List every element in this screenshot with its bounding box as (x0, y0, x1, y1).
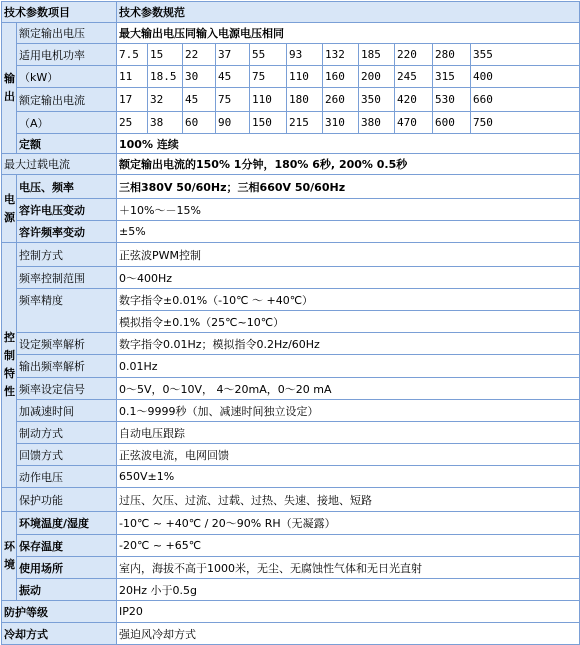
brake-label: 制动方式 (17, 422, 117, 444)
current-cell: 660 (471, 88, 580, 112)
accuracy-row-1 (2, 289, 580, 311)
current-cell: 180 (287, 88, 323, 112)
motor-power-row-1 (2, 44, 580, 66)
freq-var-value: ±5% (117, 221, 580, 243)
signal-label: 频率设定信号 (17, 378, 117, 400)
feedback-value: 正弦波电流，电网回馈 (117, 444, 580, 466)
rated-output-voltage-value: 最大输出电压同输入电源电压相同 (117, 23, 580, 44)
accel-value: 0.1～9999秒（加、减速时间独立设定） (117, 400, 580, 422)
power-cell: 160 (323, 66, 359, 88)
power-cell: 315 (433, 66, 471, 88)
power-cell: 22 (183, 44, 216, 66)
accel-label: 加减速时间 (17, 400, 117, 422)
power-cell: 355 (471, 44, 580, 66)
overload-row (2, 154, 580, 175)
voltage-freq-value: 三相380V 50/60Hz；三相660V 50/60Hz (117, 175, 580, 199)
current-cell: 215 (287, 112, 323, 134)
voltage-var-row (2, 199, 580, 221)
power-cell: 280 (433, 44, 471, 66)
rating-value: 100% 连续 (117, 134, 580, 154)
current-cell: 530 (433, 88, 471, 112)
motor-power-row-2 (2, 66, 580, 88)
out-res-row (2, 355, 580, 378)
storage-label: 保存温度 (17, 535, 117, 557)
control-mode-label: 控制方式 (17, 243, 117, 267)
vibration-label: 振动 (17, 579, 117, 601)
temp-hum-label: 环境温度/湿度 (17, 512, 117, 535)
set-res-row (2, 333, 580, 355)
location-label: 使用场所 (17, 557, 117, 579)
spec-table (1, 1, 580, 645)
header-item: 技术参数项目 (2, 2, 117, 23)
motor-power-label: 适用电机功率 (17, 44, 117, 66)
current-cell: 150 (250, 112, 287, 134)
current-cell: 90 (216, 112, 250, 134)
ip-rating-value: IP20 (117, 601, 580, 623)
rated-current-row-2 (2, 112, 580, 134)
freq-var-label: 容许频率变动 (17, 221, 117, 243)
action-voltage-label: 动作电压 (17, 466, 117, 488)
protection-row (2, 488, 580, 512)
power-cell: 30 (183, 66, 216, 88)
power-cell: 245 (395, 66, 433, 88)
power-cell: 7.5 (117, 44, 148, 66)
freq-range-label: 频率控制范围 (17, 267, 117, 289)
current-cell: 32 (148, 88, 183, 112)
current-cell: 110 (250, 88, 287, 112)
current-cell: 260 (323, 88, 359, 112)
power-cell: 37 (216, 44, 250, 66)
header-row (2, 2, 580, 23)
feedback-label: 回馈方式 (17, 444, 117, 466)
control-mode-value: 正弦波PWM控制 (117, 243, 580, 267)
storage-value: -20℃ ~ +65℃ (117, 535, 580, 557)
set-res-value: 数字指令0.01Hz；模拟指令0.2Hz/60Hz (117, 333, 580, 355)
brake-value: 自动电压跟踪 (117, 422, 580, 444)
overload-value: 额定输出电流的150% 1分钟，180% 6秒, 200% 0.5秒 (117, 154, 580, 175)
action-voltage-row (2, 466, 580, 488)
ip-rating-row (2, 601, 580, 623)
feedback-row (2, 444, 580, 466)
power-cell: 45 (216, 66, 250, 88)
brake-row (2, 422, 580, 444)
location-row (2, 557, 580, 579)
accuracy-value-digital: 数字指令±0.01%（-10℃ ～ +40℃） (117, 289, 580, 311)
current-cell: 17 (117, 88, 148, 112)
environment-group-label: 环 境 (2, 512, 17, 601)
signal-row (2, 378, 580, 400)
protection-label: 保护功能 (17, 488, 117, 512)
vibration-value: 20Hz 小于0.5g (117, 579, 580, 601)
temp-hum-value: -10℃ ~ +40℃ / 20～90% RH（无凝露） (117, 512, 580, 535)
vibration-row (2, 579, 580, 601)
rating-row (2, 134, 580, 154)
cooling-label: 冷却方式 (2, 623, 117, 645)
current-cell: 380 (359, 112, 395, 134)
location-value: 室内，海拔不高于1000米，无尘、无腐蚀性气体和无日光直射 (117, 557, 580, 579)
current-cell: 420 (395, 88, 433, 112)
accuracy-label: 频率精度 (17, 289, 117, 333)
cooling-row (2, 623, 580, 645)
power-cell: 132 (323, 44, 359, 66)
ip-rating-label: 防护等级 (2, 601, 117, 623)
power-cell: 400 (471, 66, 580, 88)
rated-output-voltage-row (2, 23, 580, 44)
current-cell: 25 (117, 112, 148, 134)
power-supply-group-label: 电 源 (2, 175, 17, 243)
current-cell: 600 (433, 112, 471, 134)
rated-current-row-1 (2, 88, 580, 112)
current-cell: 350 (359, 88, 395, 112)
protection-spacer (2, 488, 17, 512)
accuracy-value-analog: 模拟指令±0.1%（25℃~10℃） (117, 311, 580, 333)
output-group-label: 输 出 (2, 23, 17, 154)
rated-output-voltage-label: 额定输出电压 (17, 23, 117, 44)
action-voltage-value: 650V±1% (117, 466, 580, 488)
protection-value: 过压、欠压、过流、过载、过热、失速、接地、短路 (117, 488, 580, 512)
header-spec: 技术参数规范 (117, 2, 580, 23)
voltage-freq-label: 电压、频率 (17, 175, 117, 199)
power-cell: 18.5 (148, 66, 183, 88)
control-mode-row (2, 243, 580, 267)
freq-range-row (2, 267, 580, 289)
current-cell: 38 (148, 112, 183, 134)
freq-range-value: 0～400Hz (117, 267, 580, 289)
power-cell: 200 (359, 66, 395, 88)
overload-label: 最大过载电流 (2, 154, 117, 175)
signal-value: 0～5V，0～10V， 4～20mA，0～20 mA (117, 378, 580, 400)
power-cell: 15 (148, 44, 183, 66)
motor-power-unit: （kW） (17, 66, 117, 88)
storage-row (2, 535, 580, 557)
freq-var-row (2, 221, 580, 243)
power-cell: 185 (359, 44, 395, 66)
power-cell: 220 (395, 44, 433, 66)
current-cell: 60 (183, 112, 216, 134)
out-res-value: 0.01Hz (117, 355, 580, 378)
current-cell: 45 (183, 88, 216, 112)
rated-current-label: 额定输出电流 (17, 88, 117, 112)
current-cell: 750 (471, 112, 580, 134)
voltage-freq-row (2, 175, 580, 199)
accel-row (2, 400, 580, 422)
power-cell: 110 (287, 66, 323, 88)
current-cell: 470 (395, 112, 433, 134)
current-cell: 75 (216, 88, 250, 112)
power-cell: 11 (117, 66, 148, 88)
power-cell: 93 (287, 44, 323, 66)
voltage-var-value: ＋10%～－15% (117, 199, 580, 221)
rated-current-unit: （A） (17, 112, 117, 134)
set-res-label: 设定频率解析 (17, 333, 117, 355)
control-group-label: 控 制 特 性 (2, 243, 17, 488)
voltage-var-label: 容许电压变动 (17, 199, 117, 221)
temp-hum-row (2, 512, 580, 535)
rating-label: 定额 (17, 134, 117, 154)
power-cell: 55 (250, 44, 287, 66)
power-cell: 75 (250, 66, 287, 88)
cooling-value: 强迫风冷却方式 (117, 623, 580, 645)
current-cell: 310 (323, 112, 359, 134)
out-res-label: 输出频率解析 (17, 355, 117, 378)
